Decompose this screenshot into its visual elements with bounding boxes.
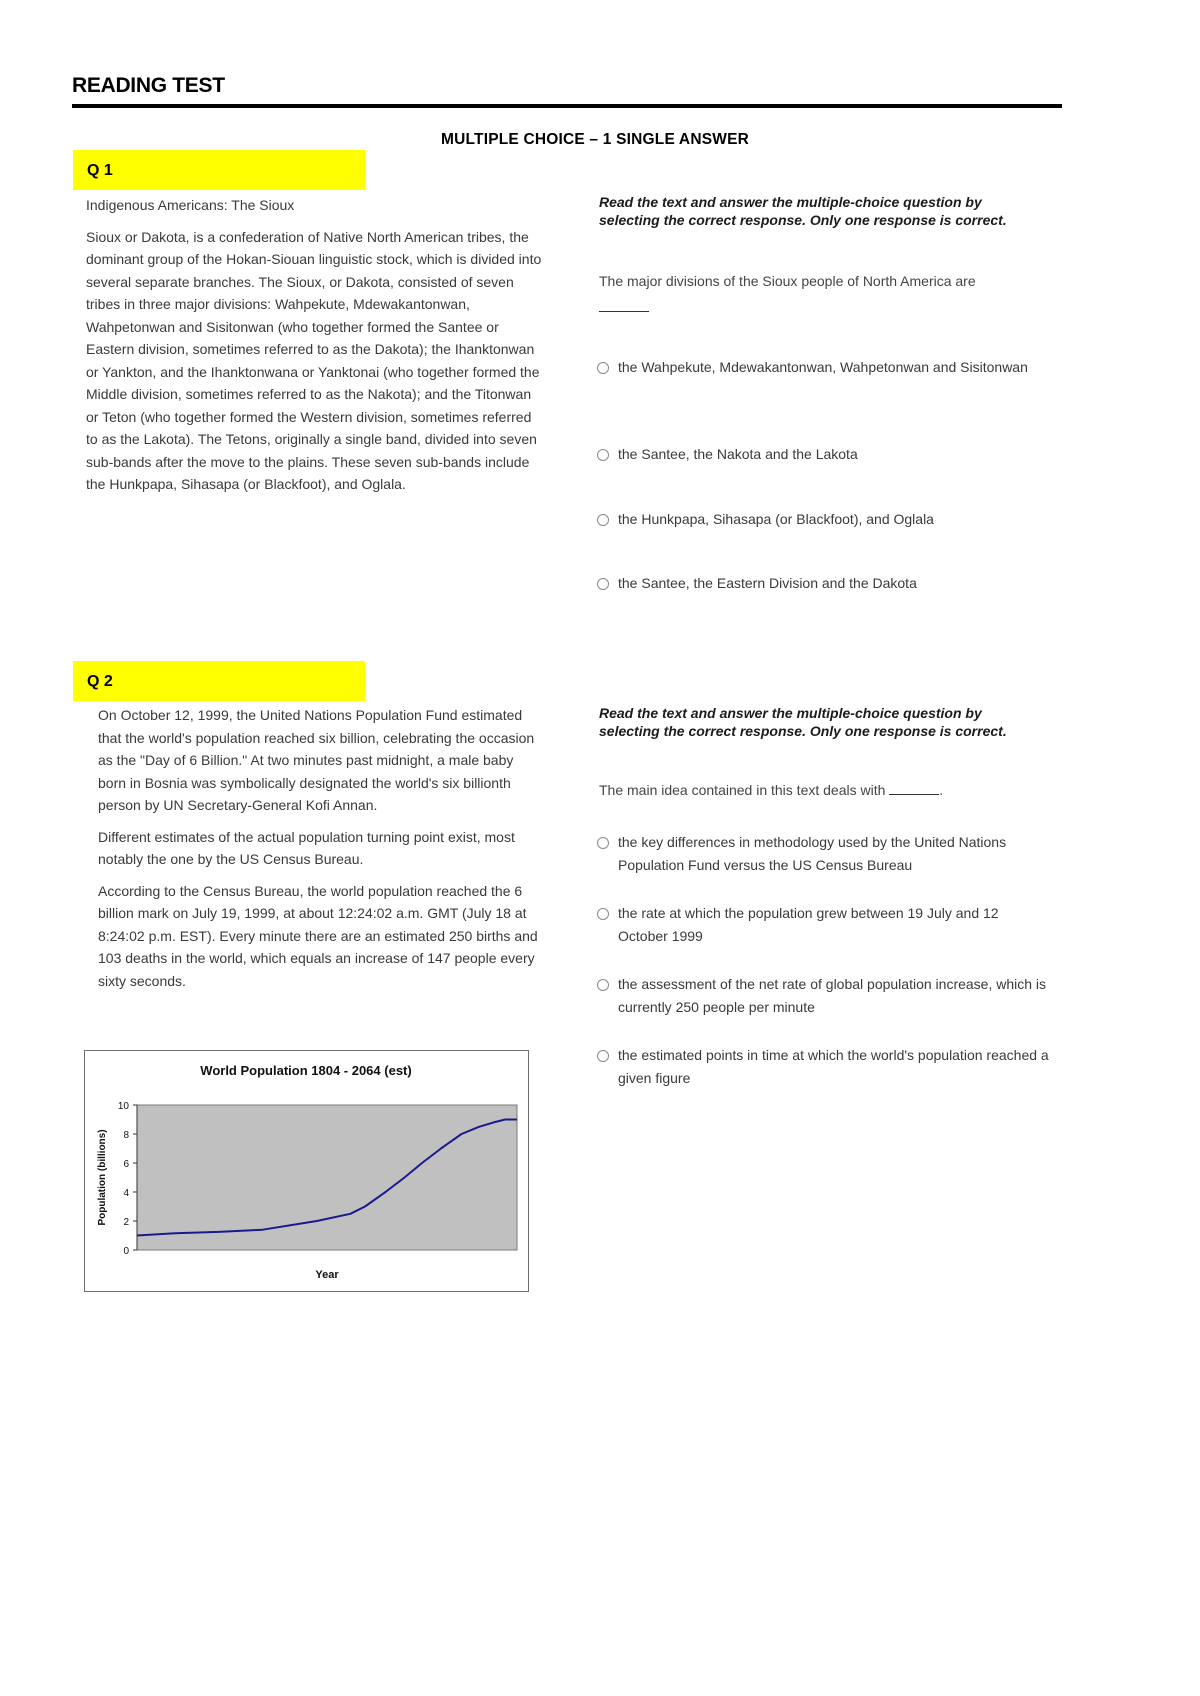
y-tick-label: 10 <box>117 1101 129 1112</box>
q1-option-1[interactable] <box>597 356 1052 379</box>
q2-paragraph-2: Different estimates of the actual population turning point exist, most notably the one by the US Census Bureau. <box>98 828 515 867</box>
q1-option-2[interactable] <box>597 443 1052 466</box>
option-label: the Santee, the Eastern Division and the Dakota <box>618 575 917 591</box>
q2-option-2[interactable] <box>597 902 1052 947</box>
q1-question-text: The major divisions of the Sioux people of North America are <box>599 273 976 289</box>
option-label: the Santee, the Nakota and the Lakota <box>618 446 858 462</box>
world-population-chart <box>84 1050 529 1292</box>
radio-button-icon[interactable] <box>597 979 609 991</box>
q2-option-1[interactable] <box>597 831 1052 876</box>
radio-button-icon[interactable] <box>597 837 609 849</box>
answer-blank <box>599 297 649 312</box>
option-label: the estimated points in time at which the world's population reached a given figure <box>618 1047 1049 1086</box>
y-tick-label: 8 <box>123 1130 129 1141</box>
option-label: the rate at which the population grew between 19 July and 12 October 1999 <box>618 905 999 944</box>
q1-question <box>599 268 1039 320</box>
q2-question <box>599 777 1039 803</box>
radio-button-icon[interactable] <box>597 514 609 526</box>
chart-title: World Population 1804 - 2064 (est) <box>200 1063 412 1078</box>
option-label: the assessment of the net rate of global population increase, which is currently 250 people per minute <box>618 976 1047 1015</box>
question-1-label: Q 1 <box>73 150 365 190</box>
q2-paragraph-3: According to the Census Bureau, the world population reached the 6 billion mark on July 19, 1999, at about 12:24:02 a.m. GMT (July 18 at 8:24:02 p.m. EST). Every minute there are an estimated 250 births and 103 deaths in the world, which equals an increase of 147 people every sixty seconds. <box>98 882 538 989</box>
option-label: the Hunkpapa, Sihasapa (or Blackfoot), and Oglala <box>618 511 934 527</box>
y-tick-label: 2 <box>123 1217 129 1228</box>
q1-passage-body: Sioux or Dakota, is a confederation of Native North American tribes, the dominant group of the Hokan-Siouan linguistic stock, which is divided into several separate branches. The Sioux, or Dakota, consisted of seven tribes in three major divisions: Wahpekute, Mdewakantonwan, Wahpetonwan and Sisitonwan (who together formed the Santee or Eastern division, sometimes referred to as the Dakota); the Ihanktonwan or Yankton, and the Ihanktonwana or Yanktonai (who together formed the Middle division, sometimes referred to as the Nakota); and the Titonwan or Teton (who together formed the Western division, sometimes referred to as the Lakota). The Tetons, originally a single band, divided into seven sub-bands after the move to the plains. These seven sub-bands include the Hunkpapa, Sihasapa (or Blackfoot), and Oglala. <box>86 228 542 492</box>
radio-button-icon[interactable] <box>597 1050 609 1062</box>
q1-option-4[interactable] <box>597 572 1052 595</box>
y-tick-label: 0 <box>123 1246 129 1257</box>
q2-option-3[interactable] <box>597 973 1052 1018</box>
y-axis-label: Population (billions) <box>97 1129 108 1226</box>
option-label: the Wahpekute, Mdewakantonwan, Wahpetonwan and Sisitonwan <box>618 359 1028 375</box>
question-end-mark: . <box>939 782 944 798</box>
radio-button-icon[interactable] <box>597 449 609 461</box>
chart-svg <box>85 1051 528 1291</box>
q2-question-text: The main idea contained in this text deals with <box>599 782 886 798</box>
q1-instruction: Read the text and answer the multiple-choice question by selecting the correct response. Only one response is correct. <box>599 194 1007 228</box>
q2-passage <box>98 704 543 1001</box>
title-divider <box>72 104 1062 108</box>
q2-paragraph-1: On October 12, 1999, the United Nations Population Fund estimated that the world's population reached six billion, celebrating the occasion as the "Day of 6 Billion." At two minutes past midnight, a male baby born in Bosnia was symbolically designated the world's six billionth person by UN Secretary-General Kofi Annan. <box>98 707 535 813</box>
q1-passage <box>86 194 546 505</box>
page-title: READING TEST <box>72 74 225 97</box>
q2-instruction: Read the text and answer the multiple-choice question by selecting the correct response. Only one response is correct. <box>599 705 1007 739</box>
x-axis-label: Year <box>315 1269 339 1281</box>
q2-option-4[interactable] <box>597 1044 1052 1089</box>
answer-blank <box>889 780 939 795</box>
q1-option-3[interactable] <box>597 508 1052 531</box>
radio-button-icon[interactable] <box>597 908 609 920</box>
section-title: MULTIPLE CHOICE – 1 SINGLE ANSWER <box>441 131 750 148</box>
question-2-label: Q 2 <box>73 661 365 701</box>
q1-passage-title: Indigenous Americans: The Sioux <box>86 197 295 213</box>
radio-button-icon[interactable] <box>597 578 609 590</box>
plot-area <box>137 1105 517 1250</box>
y-tick-label: 6 <box>123 1159 129 1170</box>
radio-button-icon[interactable] <box>597 362 609 374</box>
option-label: the key differences in methodology used by the United Nations Population Fund versus the US Census Bureau <box>618 834 1007 873</box>
y-tick-label: 4 <box>123 1188 129 1199</box>
